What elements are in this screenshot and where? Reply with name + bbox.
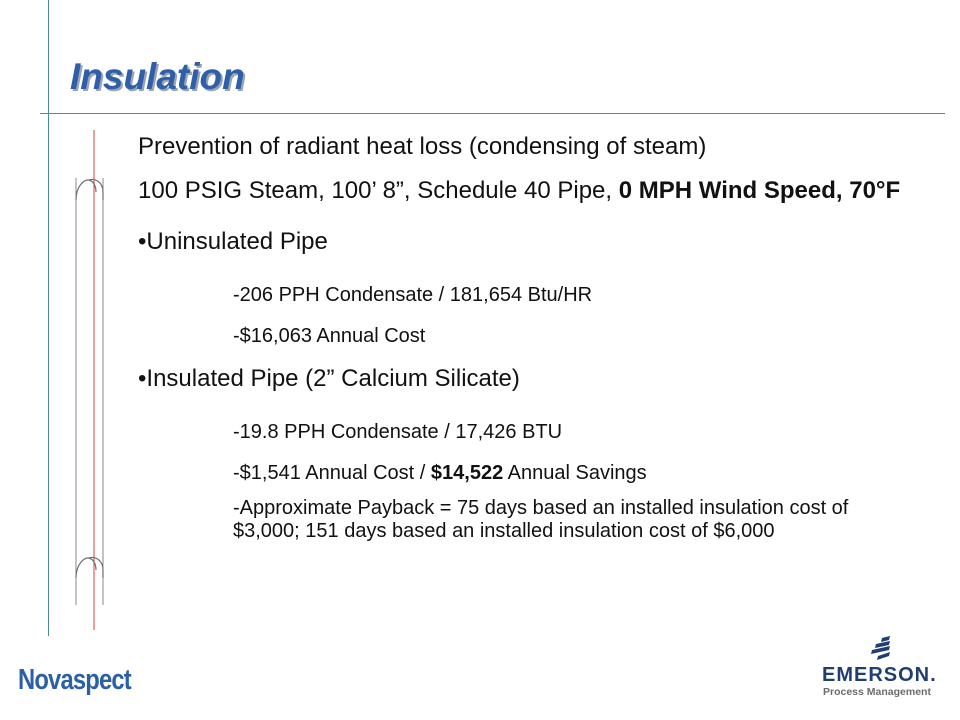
insulated-cost — [138, 461, 928, 485]
uninsulated-heading: •Uninsulated Pipe — [138, 228, 328, 255]
intro-line: Prevention of radiant heat loss (condensing of steam) — [138, 133, 707, 160]
horizontal-rule — [40, 113, 945, 114]
insulated-cost-post: Annual Savings — [503, 462, 647, 484]
emerson-mark-icon — [868, 636, 898, 662]
slide-title: Insulation — [70, 56, 245, 97]
emerson-wordmark: EMERSON. — [822, 664, 937, 686]
uninsulated-condensate: -206 PPH Condensate / 181,654 Btu/HR — [233, 284, 593, 306]
uninsulated-cost: -$16,063 Annual Cost — [233, 325, 426, 347]
insulated-cost-pre: -$1,541 Annual Cost / — [233, 462, 431, 484]
novaspect-logo — [18, 664, 156, 697]
vertical-rule — [48, 0, 49, 636]
emerson-tagline: Process Management — [823, 686, 931, 698]
insulated-heading: •Insulated Pipe (2” Calcium Silicate) — [138, 365, 520, 392]
novaspect-wordmark: Novaspect — [18, 664, 131, 696]
pipe-illustration — [70, 130, 110, 630]
insulated-condensate: -19.8 PPH Condensate / 17,426 BTU — [233, 421, 563, 443]
annual-savings-value: $14,522 — [430, 462, 504, 484]
emerson-logo — [820, 636, 946, 702]
conditions-line — [138, 176, 928, 206]
payback-text: -Approximate Payback = 75 days based an installed insulation cost of $3,000; 151 days based an installed insulation cost of $6,000 — [233, 497, 849, 542]
slide-content — [138, 132, 928, 543]
conditions-bold: 0 MPH Wind Speed, 70°F — [618, 177, 901, 204]
conditions-text: 100 PSIG Steam, 100’ 8”, Schedule 40 Pipe, — [138, 177, 619, 204]
